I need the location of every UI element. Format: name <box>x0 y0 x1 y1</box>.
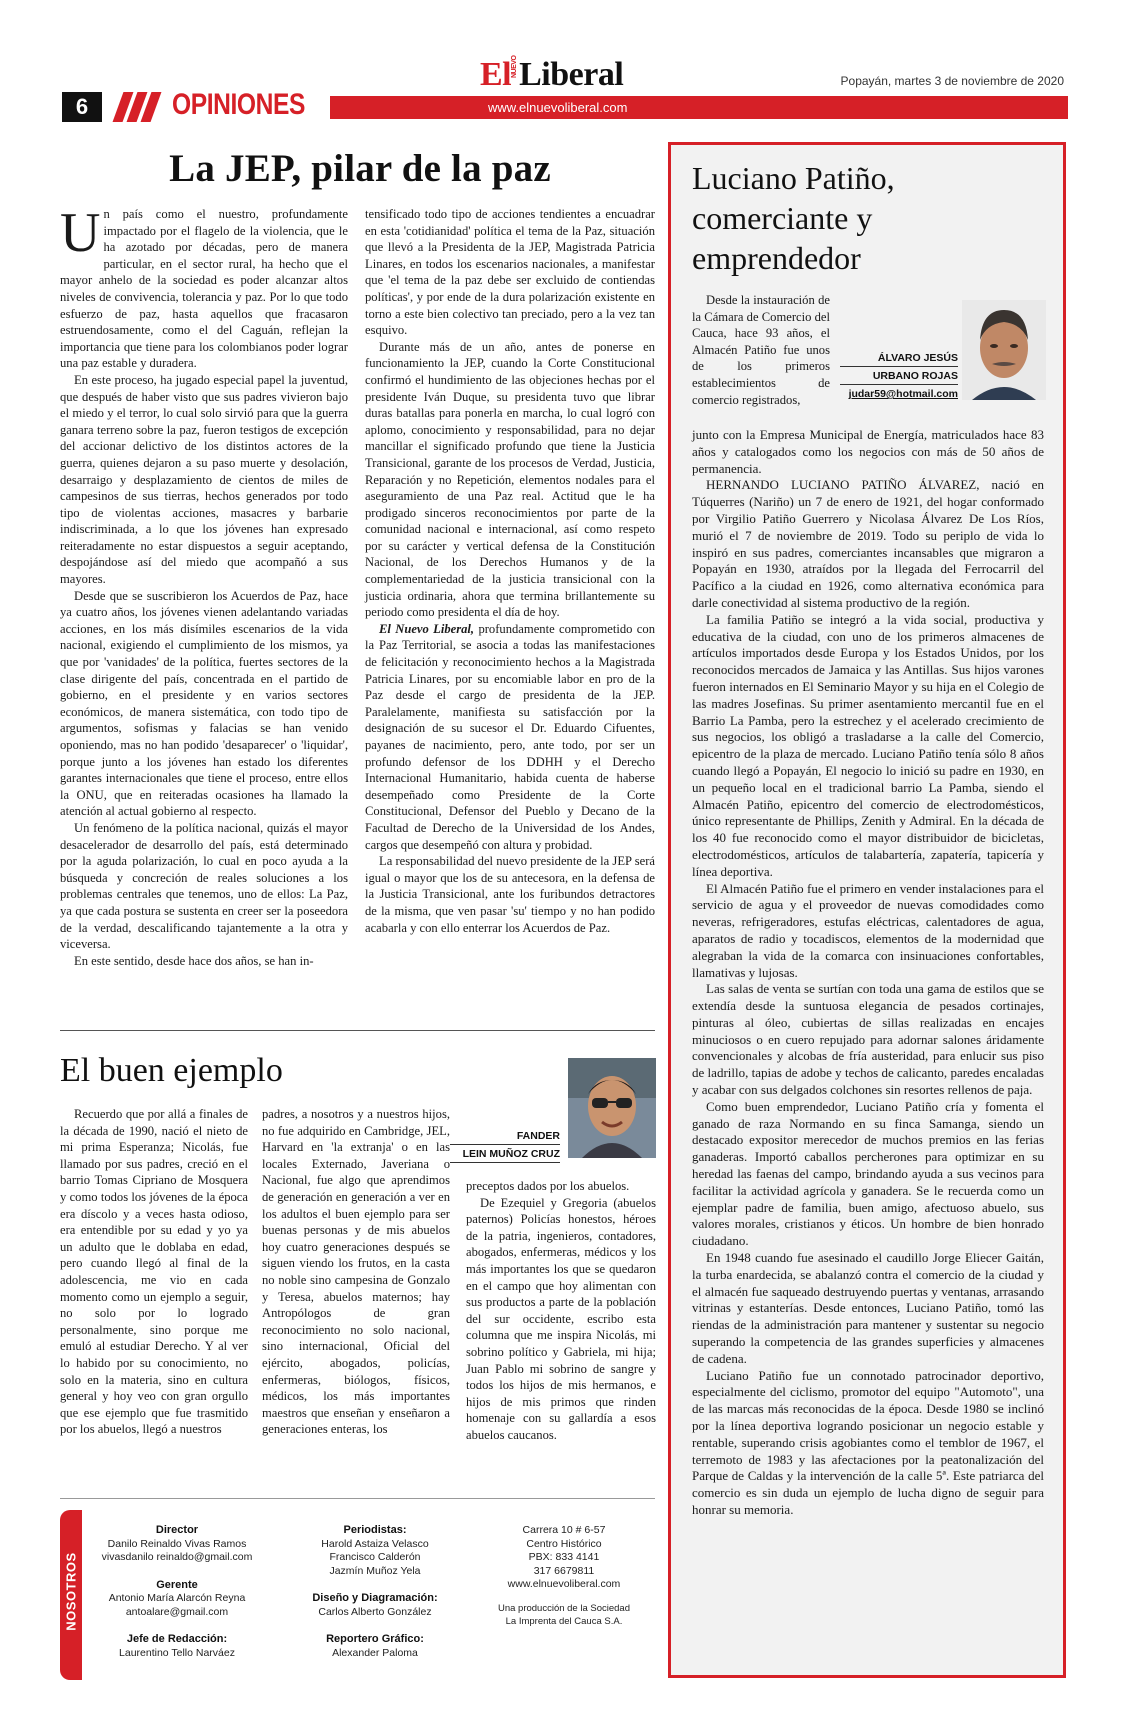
footer-tab-label: NOSOTROS <box>63 1552 79 1631</box>
newspaper-name-lead: El Nuevo Liberal, <box>379 621 475 636</box>
article-paragraph: Luciano Patiño fue un connotado patrocinador deportivo, especialmente del ciclismo, promotor del equipo "Automoto", una de las marcas más reconocidas de la época. Desde 1980 se inclinó por la línea deportiva logrando posicionar un negocio estable y rentable, superando crisis agobiantes como el temblor de 1967, el terremoto de 1983 y las afectaciones por la peatonalización del Parque de Caldas y la intervención de la calle 5ª. Este patriarca del comercio es sin duda un ejemplo de lucha digno de seguir para honrar su memoria. <box>692 1367 1044 1517</box>
article-paragraph: Desde que se suscribieron los Acuerdos de Paz, hace ya cuatro años, los jóvenes vienen adelantando variadas acciones, en los más disímiles escenarios de la vida nacional, exigiendo el cumplimiento de los mismos, ya que por 'vanidades' de la política, fuertes sectores de la clase dirigente del país, concentrada en el partido de gobierno, en el presidente y en varios sectores económicos, de manera sistemática, con todo tipo de argumentos, sofismas y falacias se han venido oponiendo, mas no han podido 'desaparecer' o 'liquidar', porque junto a los jóvenes han estado los diferentes garantes internacionales que tiene el proceso, entre ellos la ONU, que en reiteradas ocasiones ha llamado la atención al actual gobierno al respecto. <box>60 588 348 819</box>
article-paragraph: La responsabilidad del nuevo presidente de la JEP será igual o mayor que los de su antecesora, en la defensa de la Justicia Transicional, ante los furibundos detractores de la misma, que ven pasar 'su' tiempo y no han podido acabarla y con ello enterrar los Acuerdos de Paz. <box>365 854 655 935</box>
staff-name: Laurentino Tello Narváez <box>119 1646 235 1659</box>
article-paragraph: Un fenómeno de la política nacional, quizás el mayor desacelerador de desarrollo del país, está determinado por la aguda polarización, lo cual en poco ayuda a la búsqueda y concreción de reales soluciones a los problemas centrales que tenemos, uno de ellos: La Paz, ya que cada postura se sustenta en creer ser la poseedora de la verdad, descalificando tajantemente a la otra y viceversa. <box>60 820 348 952</box>
staff-name: Jazmín Muñoz Yela <box>329 1564 421 1577</box>
article-paragraph: padres, a nosotros y a nuestros hijos, no fue adquirido en Cambridge, JEL, Harvard en 'la extranja' o en las locales Externado, Javeriana o Nacional, fue algo que aprendimos de generación en generación a ver en los adultos el buen ejemplo para ser buenas personas y de mis abuelos hoy cuatro generaciones después se siguen viendo los frutos, en la casta no noble sino campesina de Gonzalo y Teresa, abuelos maternos; hay Antropólogos de gran reconocimiento no solo nacional, sino internacional, Oficial del ejército, abogados, policías, enfermeras, biólogos, físicos, médicos, los más importantes maestros que enseñan y enseñaron a generaciones enteras, los <box>262 1107 450 1437</box>
footer-tab <box>60 1510 82 1680</box>
article-jep-column-2 <box>365 206 655 936</box>
article-paragraph: Recuerdo que por allá a finales de la década de 1990, nació el nieto de mi prima Esperanza; Nicolás, fue llamado por sus padres, creció en el barrio Tomas Cipriano de Mosquera y como todos los jóvenes de la época era díscolo y a veces hasta odioso, era entendible por su edad y yo ya un adulto que le doblaba en edad, pero cuando llegó al final de la adolescencia, me vio en cada momento como un ejemplo a seguir, no solo por lo logrado personalmente, sino porque me emuló al estudiar Derecho. Y al ver lo habido por su conocimiento, no solo en la materia, sino en cultura general y hoy veo con gran orgullo que ese ejemplo que fue trasmitido por los abuelos, llegó a nuestros <box>60 1107 248 1437</box>
author-name-line2: URBANO ROJAS <box>840 370 958 385</box>
article-paragraph: De Ezequiel y Gregoria (abuelos paternos) Policías honestos, héroes de la patria, ingenieros, contadores, abogados, enfermeras, médicos y los más importantes los que se quedaron en el campo que hoy alimentan con sus productos a parte de la población del sur occidente, escribo esta columna que me inspira Nicolás, mi sobrino político y Gabriela, mi hija; Juan Pablo mi sobrino de sangre y todos los hijos de mis hermanos, e hijos de mis primos que rinden homenaje con su gallardía a esos abuelos caucanos. <box>466 1195 656 1442</box>
author-name-line1: FANDER <box>450 1130 560 1145</box>
article-paragraph: preceptos dados por los abuelos. <box>466 1179 630 1193</box>
article-jep-column-1 <box>60 202 348 969</box>
staff-label: Reportero Gráfico: <box>326 1633 424 1645</box>
staff-email[interactable]: vivasdanilo reinaldo@gmail.com <box>101 1551 253 1563</box>
sidebar-intro <box>692 292 830 408</box>
author-email[interactable]: judar59@hotmail.com <box>848 388 958 400</box>
footer-divider <box>60 1498 655 1499</box>
article-ejemplo-column-3 <box>466 1178 656 1444</box>
section-title: OPINIONES <box>172 88 306 121</box>
article-paragraph: En este proceso, ha jugado especial papel la juventud, que después de haber visto que sus padres vivieron bajo el miedo y el terror, lo cual solo sirvió para que la guerra ganara terreno sobre la paz, fueron testigos de excepción del accionar delictivo de los distintos actores de la guerra, quienes dejaron a su paso muerte y desolación, desarraigo y desplazamiento de cientos de miles de campesinos de sus tierras, hechos generados por todo tipo de violentas acciones, masacres y barbarie indiscriminada, a lo que los jóvenes han expresado reiteradamente no estar dispuestos a seguir aceptando, despojándose así del miedo que acompañó a sus mayores. <box>60 372 348 587</box>
address-line: Centro Histórico <box>526 1537 602 1550</box>
newspaper-logo <box>480 55 624 101</box>
article-paragraph: Desde la instauración de la Cámara de Comercio del Cauca, hace 93 años, el Almacén Patiño fue unos de los primeros establecimientos de comercio registrados, <box>692 293 830 407</box>
author-photo-alvaro <box>962 300 1046 400</box>
article-paragraph: El Almacén Patiño fue el primero en vender instalaciones para el servicio de agua y el proveedor de nuevas comodidades como neveras, refrigeradores, estufas eléctricas, calentadores de agua, aparatos de radio y tocadiscos, elementos de la modernidad que alegraban la vida de la comarca con insinuaciones confortables, llamativas y lujosas. <box>692 880 1044 980</box>
staff-name: Harold Astaiza Velasco <box>321 1537 429 1550</box>
footer-staff-left <box>92 1524 262 1660</box>
staff-label: Diseño y Diagramación: <box>312 1592 438 1604</box>
staff-email[interactable]: antoalare@gmail.com <box>125 1605 229 1618</box>
article-paragraph: Como buen emprendedor, Luciano Patiño cría y fomenta el ganado de raza Normando en su finca Samanga, siendo un destacado expositor merecedor de muchos premios en las ferias ganaderas. Importó caballos percherones para optimizar en su heredad las faenas del campo, brindando ayuda a sus vecinos para facilitar la actividad agrícola y ganadera. Se le recuerda como un ejemplar padre de familia, buen amigo, afectuoso abuelo, sus valores morales, cristianos y éticos. Un hombre de bien honrado ciudadano. <box>692 1098 1044 1249</box>
staff-label: Periodistas: <box>343 1524 407 1536</box>
article-paragraph: Las salas de venta se surtían con toda una gama de estilos que se extendía desde la suntuosa elegancia de pesados cortinajes, pinturas al óleo, cubiertas de sillas realizadas en encajes minuciosos o en cuero repujado para adornar salones áridamente convencionales y alcobas de fría austeridad, para enlucir sus piso de ladrillo, tapias de adobe y techos de calicanto, paredes encaladas y acabar con sus delgados colchones sin resortes rellenos de paja. <box>692 981 1044 1098</box>
footer-contact <box>484 1524 644 1629</box>
article-paragraph: En 1948 cuando fue asesinado el caudillo Jorge Eliecer Gaitán, la turba enardecida, se abalanzó contra el comercio de la ciudad y el almacén fue saqueado destruyendo puertas y ventanas, arrasando vitrinas y estanterías. Desde entonces, Luciano Patiño, tomó las riendas de la administración para mantener y sustentar su negocio superando la competencia de las grandes superficies y almacenes de cadena. <box>692 1250 1044 1366</box>
phone-line: 317 6679811 <box>533 1564 595 1577</box>
article-paragraph: tensificado todo tipo de acciones tendientes a encuadrar en esta 'cotidianidad' política el tema de la Paz, situación que llevó a la Presidenta de la JEP, Magistrada Patricia Linares, en todos los escenarios nacionales, a manifestar que 'el tema de la paz debe ser excluido de contiendas políticas', y por ende de la dura polarización existente en torno a este bien colectivo tan preciado, pero a la vez tan esquivo. <box>365 207 655 338</box>
drop-cap: U <box>60 202 101 264</box>
address-line: Carrera 10 # 6-57 <box>522 1524 606 1536</box>
logo-liberal: Liberal <box>519 56 624 93</box>
staff-name: Danilo Reinaldo Vivas Ramos <box>107 1537 247 1550</box>
footer-staff-middle <box>290 1524 460 1660</box>
masthead-red-bar <box>330 96 1068 119</box>
logo-el: El <box>480 56 512 93</box>
page-number: 6 <box>62 92 102 122</box>
article-paragraph: El Nuevo Liberal, profundamente comprometido con la Paz Territorial, se asocia a todas las manifestaciones de felicitación y reconocimiento hechos a la Magistrada Patricia Linares, por su encomiable labor en pro de la Paz desde el cargo de presidenta de la JEP. Paralelamente, manifiesta su satisfacción por la designación de su sucesor el Dr. Eduardo Cifuentes, payanes de nacimiento, pero, ante todo, por ser un profundo defensor de los DDHH y el Derecho Internacional Humanitario, habida cuenta de haberse desempeñado como Presidente de la Corte Constitucional, Defensor del Pueblo y Decano de la Facultad de Derecho de la Universidad de los Andes, cargos que desempeñó con altura y probidad. <box>365 621 655 852</box>
section-divider <box>60 1030 655 1031</box>
dateline: Popayán, martes 3 de noviembre de 2020 <box>840 74 1064 88</box>
article-paragraph: La familia Patiño se integró a la vida social, productiva y educativa de la ciudad, con uno de los primeros almacenes de artículos importados desde Europa y los Estados Unidos, por los reconocidos mercados de Jamaica y las Antillas. Sus hijos varones fueron internados en El Seminario Mayor y su hija en el Colegio de las madres Josefinas. Su primer asentamiento mercantil fue en el Barrio La Pamba, pero la estrechez y el acelerado crecimiento de sus negocios, los obligó a trasladarse a la calle del Comercio, epicentro de la plaza de mercado. Luciano Patiño tenía sólo 8 años cuando llegó a Popayán, El negocio lo inició su padre en 1930, en un pequeño local en el tradicional barrio La Pamba, siendo el Almacén Patiño, epicentro del comercio de electrodomésticos, único representante de Phillips, Zenith y Admiral. En la década de los 40 fue reconocido como el mayor distribuidor de bicicletas, electrodomésticos, artículos de talabartería, zapatería, tapicería y línea deportiva. <box>692 611 1044 879</box>
sidebar-author-byline <box>840 352 958 400</box>
sidebar-body <box>692 427 1044 1519</box>
article-ejemplo-column-2 <box>262 1106 450 1438</box>
author-name-line1: ÁLVARO JESÚS <box>840 352 958 367</box>
article-paragraph: Un país como el nuestro, profundamente impactado por el flagelo de la violencia, que le ha azotado por décadas, pero de manera particular, en el sector rural, ha hecho que el mayor anhelo de la sociedad es poder alcanzar altos niveles de convivencia, tolerancia y paz. Por lo que todo esfuerzo de paz, hasta aquellos que fracasaron estruendosamente, como el del Caguán, reflejan la importancia que tiene para los colombianos poder lograr una paz estable y duradera. <box>60 202 348 371</box>
article-paragraph: Durante más de un año, antes de ponerse en funcionamiento la JEP, cuando la Corte Constitucional confirmó el hundimiento de las objeciones hechas por el presidente Iván Duque, su presidenta tuvo que librar duras batallas para ponerla en marcha, lo cual logró con aplomo, conocimiento y responsabilidad, para no dejar mancillar el significado profundo que tiene la Justicia Transicional, garante de los procesos de Verdad, Justicia, Reparación y no Repetición, elementos nodales para el aseguramiento de una Paz real. Actitud que le ha prodigado sinceros reconocimientos por parte de la comunidad nacional e internacional, así como respeto por su carácter y vertical defensa de la Constitución Nacional, de los Derechos Humanos y de la complementariedad de la justicia transicional con la justicia ordinaria, ahora que termina brillantemente su periodo como presidenta el día de hoy. <box>365 339 655 620</box>
staff-name: Alexander Paloma <box>332 1646 418 1659</box>
author-photo-fander <box>568 1058 656 1158</box>
logo-nuevo: NUEVO <box>511 55 519 78</box>
production-credit: La Imprenta del Cauca S.A. <box>505 1616 623 1627</box>
article-title-jep: La JEP, pilar de la paz <box>169 147 551 190</box>
article-paragraph: junto con la Empresa Municipal de Energía, matriculados hace 83 años y catalogados como los negocios con más de 50 años de permanencia. <box>692 427 1044 476</box>
author-name-line2: LEIN MUÑOZ CRUZ <box>450 1148 560 1163</box>
website-link[interactable]: www.elnuevoliberal.com <box>507 1578 621 1590</box>
article-title-ejemplo: El buen ejemplo <box>60 1052 283 1089</box>
production-credit: Una producción de la Sociedad <box>497 1602 631 1614</box>
staff-label: Jefe de Redacción: <box>126 1633 228 1645</box>
article-paragraph: En este sentido, desde hace dos años, se han in- <box>74 953 314 968</box>
staff-label: Gerente <box>156 1578 198 1591</box>
staff-label: Director <box>155 1524 199 1536</box>
phone-line: PBX: 833 4141 <box>528 1551 600 1563</box>
article-paragraph: HERNANDO LUCIANO PATIÑO ÁLVAREZ, nació en Túquerres (Nariño) un 7 de enero de 1921, del hogar conformado por Virgilio Patiño Guerrero y Nicolasa Álvarez De Los Ríos, murió el 7 de noviembre de 2019. Todo su periplo de vida lo inspiró en sus padres, comerciantes incansables que migraron a Popayán en 1930, atraídos por la llegada del Ferrocarril del Pacífico a la ciudad en 1926, como alternativa económica para darle conectividad al sistema productivo de la región. <box>692 477 1044 610</box>
article-ejemplo-column-1 <box>60 1106 248 1438</box>
avatar <box>568 1058 656 1158</box>
author-byline <box>450 1130 560 1166</box>
site-url[interactable]: www.elnuevoliberal.com <box>488 100 628 115</box>
staff-name: Antonio María Alarcón Reyna <box>108 1592 246 1604</box>
avatar <box>962 300 1046 400</box>
staff-name: Francisco Calderón <box>329 1551 421 1563</box>
staff-name: Carlos Alberto González <box>318 1605 432 1618</box>
sidebar-title: Luciano Patiño, comerciante y emprendedor <box>692 160 895 276</box>
